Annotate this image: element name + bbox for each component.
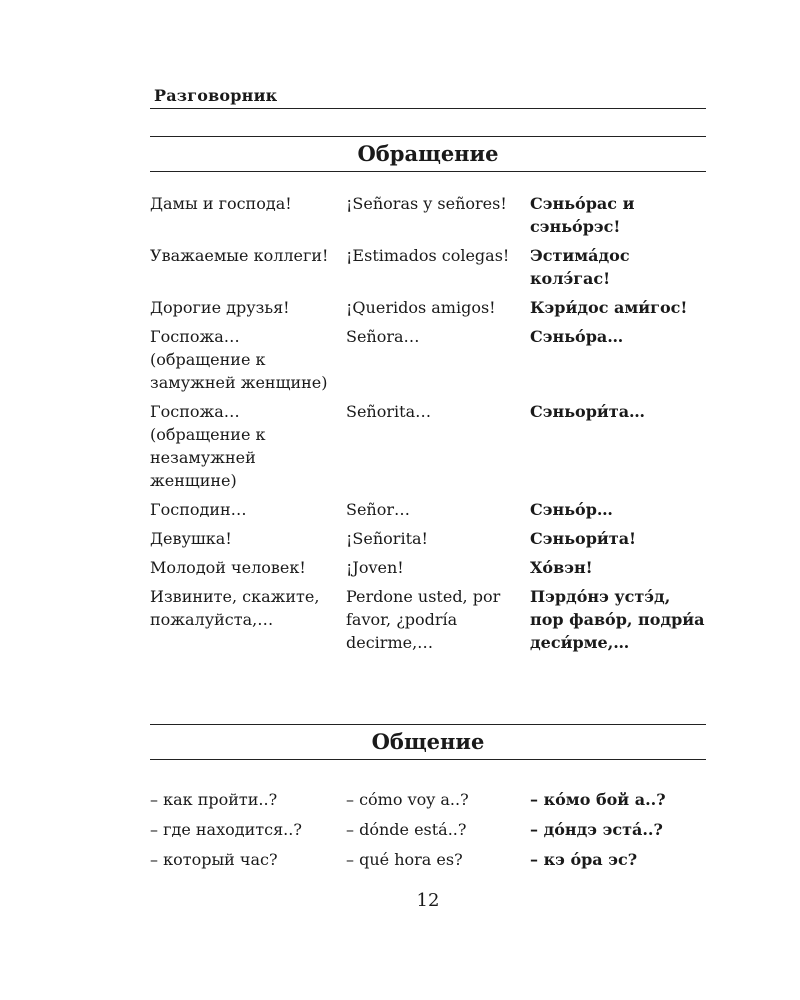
phrase-row	[150, 585, 706, 654]
spanish-phrase: ¡Señorita!	[346, 529, 428, 548]
phrase-row	[150, 244, 706, 290]
transcription: Кэри́дос ами́гос!	[530, 298, 688, 317]
phrase-row	[150, 848, 706, 871]
russian-phrase: Дорогие друзья!	[150, 298, 290, 317]
transcription: Сэньо́ра…	[530, 327, 624, 346]
phrase-row	[150, 498, 706, 521]
russian-phrase: – где находится..?	[150, 820, 302, 839]
russian-phrase: Молодой человек!	[150, 558, 306, 577]
section-title-address: Обращение	[150, 136, 706, 172]
spanish-phrase: ¡Estimados colegas!	[346, 246, 510, 265]
russian-phrase: Госпожа… (обращение к незамужней женщине)	[150, 402, 266, 490]
phrase-table-communication	[150, 788, 706, 878]
transcription: – ко́мо бой а..?	[530, 790, 666, 809]
transcription: Сэньо́р…	[530, 500, 613, 519]
russian-phrase: Господин…	[150, 500, 247, 519]
transcription: Сэньори́та!	[530, 529, 637, 548]
phrase-row	[150, 400, 706, 492]
spanish-phrase: – cómo voy a..?	[346, 790, 469, 809]
phrase-table-address	[150, 192, 706, 660]
phrase-row	[150, 818, 706, 841]
spanish-phrase: Perdone usted, por favor, ¿podría decirme,…	[346, 587, 501, 652]
spanish-phrase: Señora…	[346, 327, 420, 346]
phrase-row	[150, 296, 706, 319]
russian-phrase: – который час?	[150, 850, 278, 869]
book-page	[150, 0, 706, 1000]
phrase-row	[150, 325, 706, 394]
russian-phrase: – как пройти..?	[150, 790, 278, 809]
russian-phrase: Госпожа… (обращение к замужней женщине)	[150, 327, 328, 392]
phrase-row	[150, 192, 706, 238]
phrase-row	[150, 556, 706, 579]
spanish-phrase: Señorita…	[346, 402, 432, 421]
spanish-phrase: Señor…	[346, 500, 411, 519]
phrase-row	[150, 788, 706, 811]
russian-phrase: Дамы и господа!	[150, 194, 292, 213]
russian-phrase: Уважаемые коллеги!	[150, 246, 329, 265]
transcription: Сэньо́рас и сэньо́рэс!	[530, 194, 635, 236]
header-rule	[150, 108, 706, 109]
spanish-phrase: ¡Señoras y señores!	[346, 194, 507, 213]
russian-phrase: Извините, скажите, пожалуйста,…	[150, 587, 320, 629]
transcription: Хо́вэн!	[530, 558, 593, 577]
spanish-phrase: – qué hora es?	[346, 850, 463, 869]
phrase-row	[150, 527, 706, 550]
running-head: Разговорник	[154, 86, 278, 105]
page-number: 12	[416, 890, 440, 911]
section-title-communication: Общение	[150, 724, 706, 760]
spanish-phrase: ¡Joven!	[346, 558, 404, 577]
transcription: Пэрдо́нэ устэ́д, пор фаво́р, подри́а деси́рме,…	[530, 587, 705, 652]
transcription: Эстима́дос колэ́гас!	[530, 246, 630, 288]
spanish-phrase: – dónde está..?	[346, 820, 467, 839]
spanish-phrase: ¡Queridos amigos!	[346, 298, 496, 317]
russian-phrase: Девушка!	[150, 529, 232, 548]
transcription: – кэ о́ра эс?	[530, 850, 638, 869]
transcription: – до́ндэ эста́..?	[530, 820, 663, 839]
transcription: Сэньори́та…	[530, 402, 646, 421]
